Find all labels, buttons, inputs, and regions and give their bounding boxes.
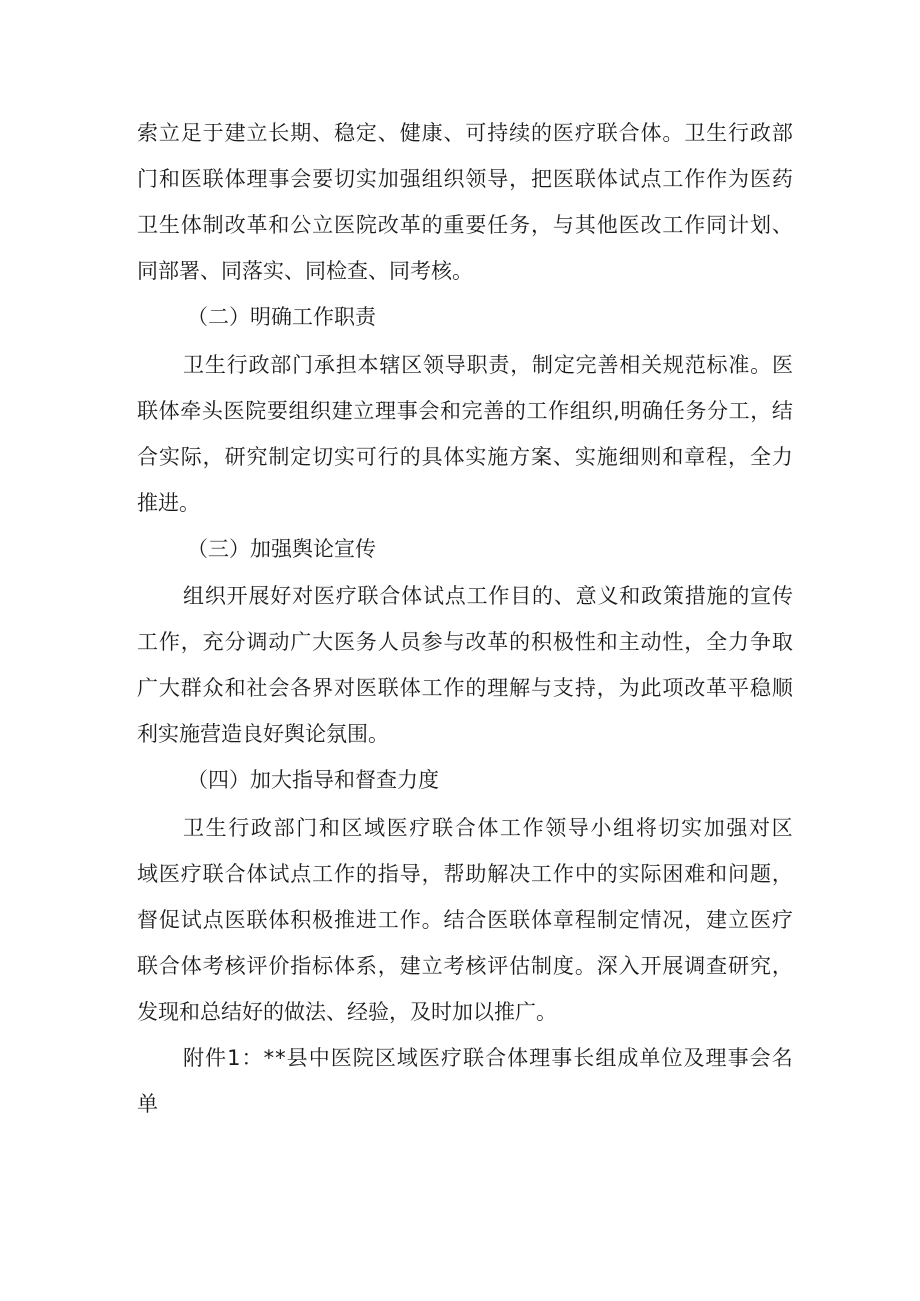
text-line: 推进。 [137,490,200,515]
text-line: 工 作 ， 充 分 调 动 广 大 医 务 人 员 参 与 改 革 的 积 极 性 和 主 动 性 ， 全 力 争 取 [137,630,793,654]
text-line: 广 大 群 众 和 社 会 各 界 对 医 联 体 工 作 的 理 解 与 支 持 ， 为 此 项 改 革 平 稳 顺 [137,676,793,700]
text-line: 索 立 足 于 建 立 长 期 、 稳 定 、 健 康 、 可 持 续 的 医 疗 联 合 体 。 卫 生 行 政 部 [137,121,793,145]
section-3-paragraph [137,573,793,757]
text-line: 联 合 体 考 核 评 价 指 标 体 系 ， 建 立 考 核 评 估 制 度 。 深 入 开 展 调 查 研 究 ， [137,953,793,978]
text-line: 同部署、同落实、同检查、同考核。 [137,259,473,283]
text-line: 合 实 际 ， 研 究 制 定 切 实 可 行 的 具 体 实 施 方 案 、 实 施 细 则 和 章 程 ， 全 力 [137,444,793,469]
section-heading-2: （二）明确工作职责 [187,305,376,329]
text-line: 门 和 医 联 体 理 事 会 要 切 实 加 强 组 织 领 导 ， 把 医 联 体 试 点 工 作 作 为 医 药 [137,167,793,191]
section-4-paragraph [137,805,793,1035]
attachment-note [137,1035,793,1127]
text-line: 利实施营造良好舆论氛围。 [137,722,389,746]
text-line: 督 促 试 点 医 联 体 积 极 推 进 工 作 。 结 合 医 联 体 章 程 制 定 情 况 ， 建 立 医 疗 [137,907,793,932]
text-line: 域 医 疗 联 合 体 试 点 工 作 的 指 导 ， 帮 助 解 决 工 作 中 的 实 际 困 难 和 问 题 ， [137,861,793,886]
text-line: 发现和总结好的做法、经验，及时加以推广。 [137,999,557,1024]
text-line: 卫 生 行 政 部 门 承 担 本 辖 区 领 导 职 责 ， 制 定 完 善 相 关 规 范 标 准 。 医 [183,352,793,377]
attachment-line: 单 [137,1091,158,1116]
text-line: 卫 生 行 政 部 门 和 区 域 医 疗 联 合 体 工 作 领 导 小 组 将 切 实 加 强 对 区 [183,815,793,840]
text-line: 组 织 开 展 好 对 医 疗 联 合 体 试 点 工 作 目 的 、 意 义 和 政 策 措 施 的 宣 传 [183,584,793,608]
text-line: 卫 生 体 制 改 革 和 公 立 医 院 改 革 的 重 要 任 务 ， 与 其 他 医 改 工 作 同 计 划 、 [137,213,793,237]
text-line: 联 体 牵 头 医 院 要 组 织 建 立 理 事 会 和 完 善 的 工 作 组 织 , 明 确 任 务 分 工 ， 结 [137,398,793,423]
section-heading-4: （四）加大指导和督查力度 [187,768,439,792]
attachment-line: 附 件 1 ： * * 县 中 医 院 区 域 医 疗 联 合 体 理 事 长 组 成 单 位 及 理 事 会 名 [183,1045,793,1070]
document-body [137,110,793,1127]
paragraph-continuation [137,110,793,294]
section-2-paragraph [137,342,793,526]
section-heading-3: （三）加强舆论宣传 [187,536,376,561]
